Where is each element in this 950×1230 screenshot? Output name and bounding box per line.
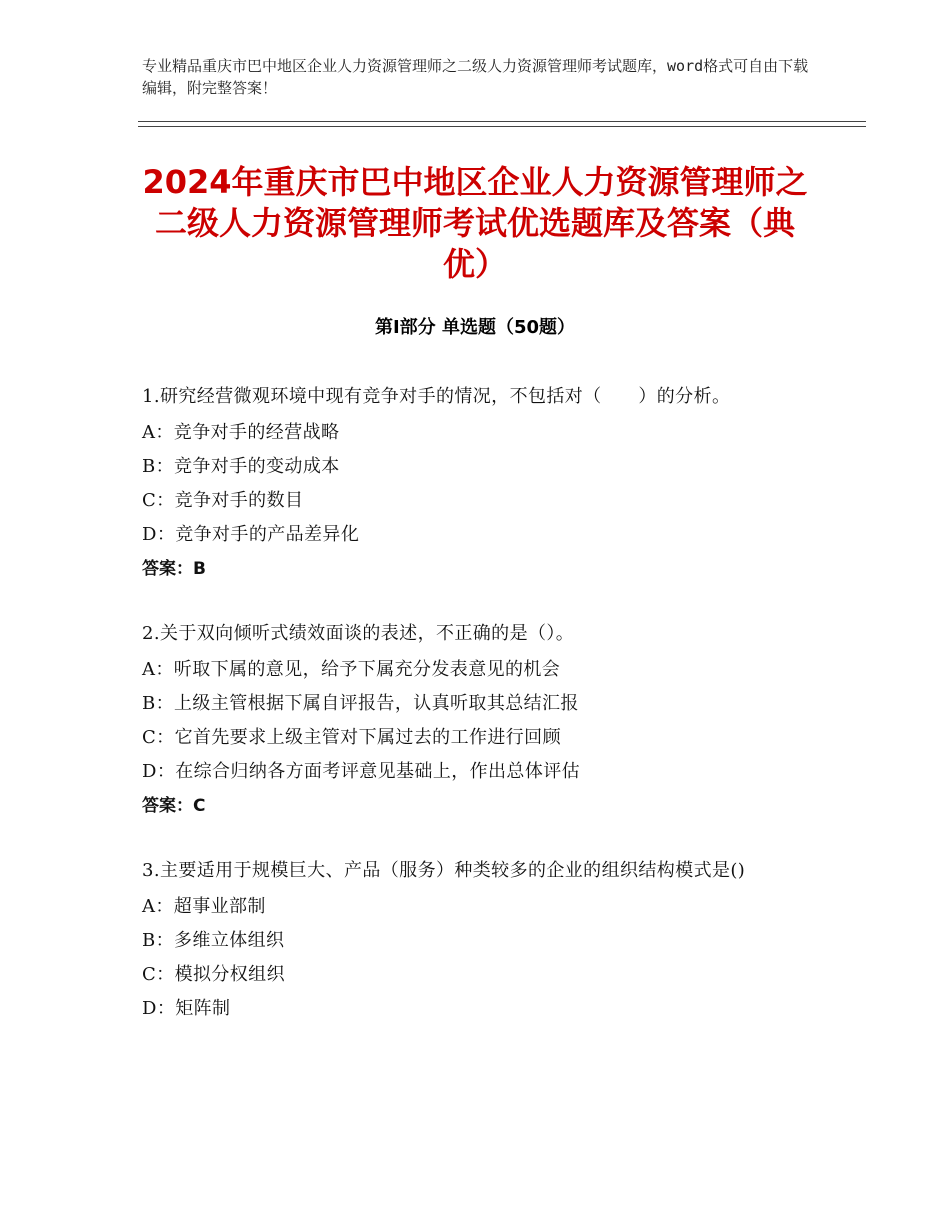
option-b: B：上级主管根据下属自评报告，认真听取其总结汇报: [142, 693, 579, 714]
option-d: D：矩阵制: [142, 998, 231, 1019]
option-b: B：竞争对手的变动成本: [142, 456, 340, 477]
option-a: A：超事业部制: [142, 896, 266, 917]
question-stem: 1.研究经营微观环境中现有竞争对手的情况，不包括对（ ）的分析。: [142, 386, 731, 407]
header-divider: [138, 121, 866, 127]
question-3: [142, 856, 822, 1026]
option-c: C：模拟分权组织: [142, 964, 285, 985]
section-heading: 第Ⅰ部分 单选题（50题）: [374, 317, 575, 338]
header-note: 专业精品重庆市巴中地区企业人力资源管理师之二级人力资源管理师考试题库，word格式可自由下载编辑，附完整答案！: [142, 57, 809, 97]
question-1: [142, 382, 822, 586]
option-c: C：竞争对手的数目: [142, 490, 304, 511]
option-b: B：多维立体组织: [142, 930, 285, 951]
option-d: D：在综合归纳各方面考评意见基础上，作出总体评估: [142, 761, 581, 782]
question-2: [142, 619, 822, 823]
document-title: 2024年重庆市巴中地区企业人力资源管理师之二级人力资源管理师考试优选题库及答案（典优）: [142, 163, 808, 283]
option-c: C：它首先要求上级主管对下属过去的工作进行回顾: [142, 727, 561, 748]
answer-line: 答案：C: [142, 796, 206, 816]
option-d: D：竞争对手的产品差异化: [142, 524, 360, 545]
question-list: [142, 382, 822, 1059]
question-stem: 2.关于双向倾听式绩效面谈的表述，不正确的是（）。: [142, 623, 575, 644]
option-a: A：竞争对手的经营战略: [142, 422, 340, 443]
question-stem: 3.主要适用于规模巨大、产品（服务）种类较多的企业的组织结构模式是(): [142, 860, 746, 881]
option-a: A：听取下属的意见，给予下属充分发表意见的机会: [142, 659, 561, 680]
answer-line: 答案：B: [142, 559, 206, 579]
